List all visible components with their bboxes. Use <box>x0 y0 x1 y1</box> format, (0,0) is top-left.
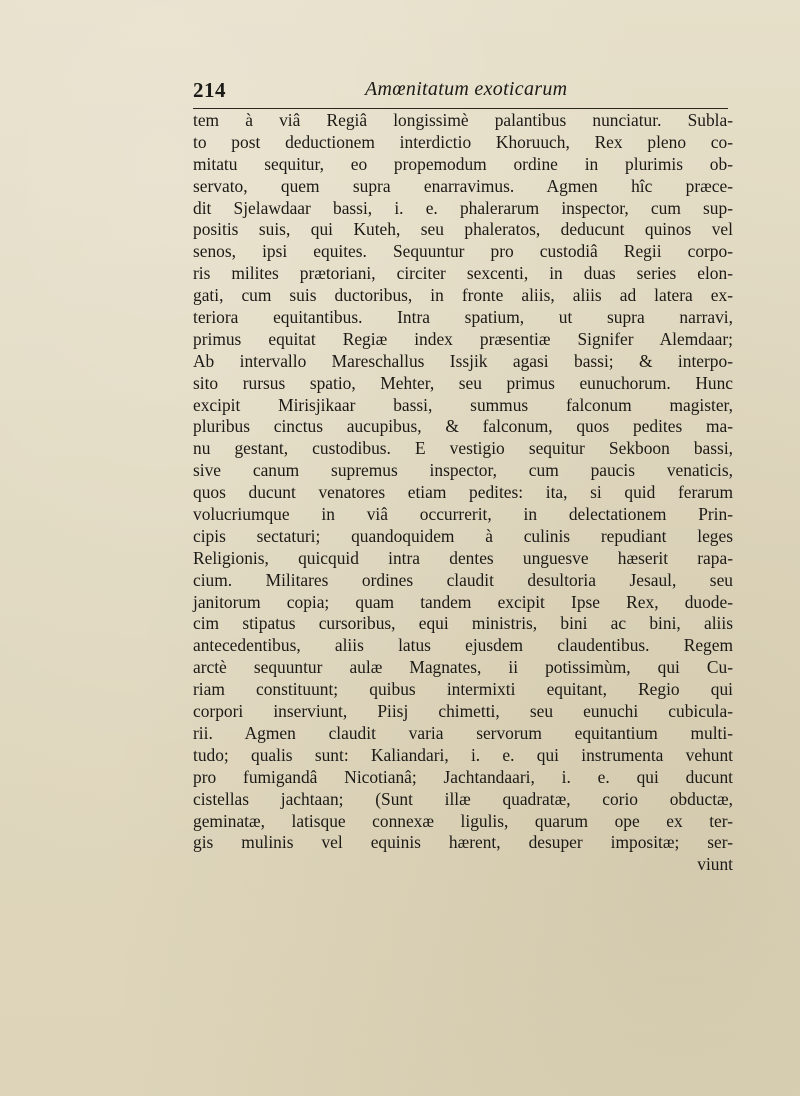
text-line: sive canum supremus inspector, cum paucis venaticis, <box>193 460 733 481</box>
text-line: geminatæ, latisque connexæ ligulis, quarum ope ex ter- <box>193 810 733 831</box>
text-line: janitorum copia; quam tandem excipit Ipse Rex, duode- <box>193 591 733 612</box>
page-header <box>193 78 728 109</box>
text-line: quos ducunt venatores etiam pedites: ita, si quid ferarum <box>193 482 733 503</box>
page-number: 214 <box>193 78 226 102</box>
text-line: ris milites prætoriani, circiter sexcenti, in duas series elon- <box>193 263 733 284</box>
text-line: riam constituunt; quibus intermixti equitant, Regio qui <box>193 679 733 700</box>
text-line: cium. Militares ordines claudit desultoria Jesaul, seu <box>193 569 733 590</box>
text-line: primus equitat Regiæ index præsentiæ Signifer Alemdaar; <box>193 328 733 349</box>
text-line: sito rursus spatio, Mehter, seu primus eunuchorum. Hunc <box>193 372 733 393</box>
text-line: cistellas jachtaan; (Sunt illæ quadratæ, corio obductæ, <box>193 788 733 809</box>
text-line: tudo; qualis sunt: Kaliandari, i. e. qui instrumenta vehunt <box>193 744 733 765</box>
text-line: to post deductionem interdictio Khoruuch, Rex pleno co- <box>193 131 733 152</box>
text-line: gis mulinis vel equinis hærent, desuper impositæ; ser- <box>193 832 733 853</box>
text-line: antecedentibus, aliis latus ejusdem claudentibus. Regem <box>193 635 733 656</box>
text-line: cipis sectaturi; quandoquidem à culinis repudiant leges <box>193 525 733 546</box>
body-text <box>193 110 733 876</box>
text-line: excipit Mirisjikaar bassi, summus falconum magister, <box>193 394 733 415</box>
running-title: Amœnitatum exoticarum <box>365 78 568 100</box>
text-line: tem à viâ Regiâ longissimè palantibus nunciatur. Subla- <box>193 110 733 130</box>
text-line: pluribus cinctus aucupibus, & falconum, quos pedites ma- <box>193 416 733 437</box>
text-line: senos, ipsi equites. Sequuntur pro custodiâ Regii corpo- <box>193 241 733 262</box>
text-line: dit Sjelawdaar bassi, i. e. phalerarum inspector, cum sup- <box>193 197 733 218</box>
text-line: nu gestant, custodibus. E vestigio sequitur Sekboon bassi, <box>193 438 733 459</box>
text-line: arctè sequuntur aulæ Magnates, ii potissimùm, qui Cu- <box>193 657 733 678</box>
text-line: Ab intervallo Mareschallus Issjik agasi bassi; & interpo- <box>193 350 733 371</box>
text-line: rii. Agmen claudit varia servorum equitantium multi- <box>193 722 733 743</box>
text-line: volucriumque in viâ occurrerit, in delectationem Prin- <box>193 504 733 525</box>
text-line: teriora equitantibus. Intra spatium, ut supra narravi, <box>193 307 733 328</box>
text-line: servato, quem supra enarravimus. Agmen hîc præce- <box>193 175 733 196</box>
text-line: cim stipatus cursoribus, equi ministris, bini ac bini, aliis <box>193 613 733 634</box>
catchword: viunt <box>697 854 733 875</box>
text-line: corpori inserviunt, Piisj chimetti, seu eunuchi cubicula- <box>193 701 733 722</box>
text-line: positis suis, qui Kuteh, seu phaleratos, deducunt quinos vel <box>193 219 733 240</box>
text-line: Religionis, quicquid intra dentes unguesve hæserit rapa- <box>193 547 733 568</box>
text-line: pro fumigandâ Nicotianâ; Jachtandaari, i. e. qui ducunt <box>193 766 733 787</box>
text-line: gati, cum suis ductoribus, in fronte aliis, aliis ad latera ex- <box>193 285 733 306</box>
text-line: mitatu sequitur, eo propemodum ordine in plurimis ob- <box>193 153 733 174</box>
